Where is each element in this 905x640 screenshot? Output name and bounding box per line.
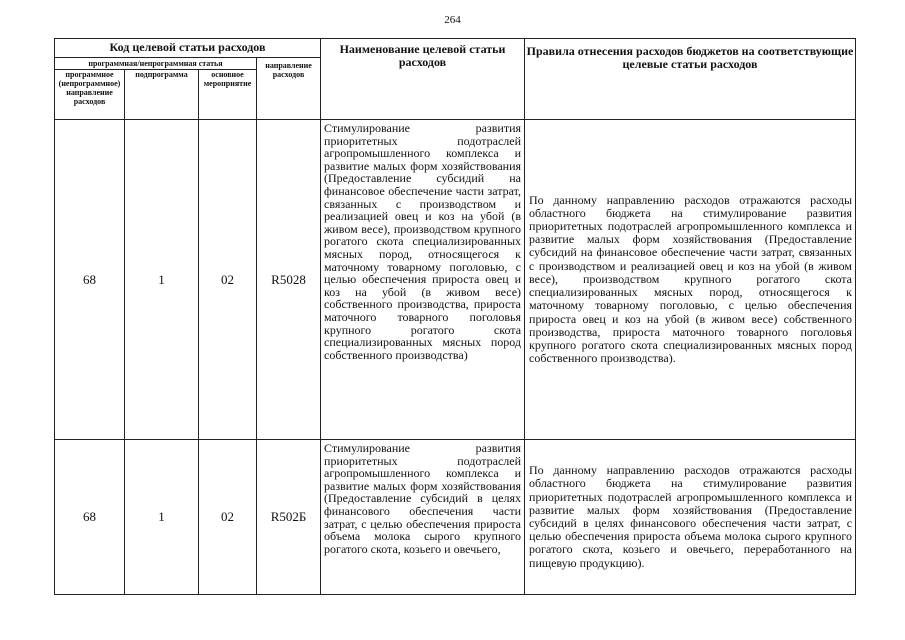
target-item-name-text: Стимулирование развития приоритетных подотраслей агропромышленного комплекса и развитие малых форм хозяйствования (Предоставление субсидий в целях финансового обеспечения части затрат, с целью обеспечения прироста объема молока сырого крупного рогатого скота, козьего и овечьего, bbox=[324, 441, 522, 556]
table-row bbox=[55, 120, 856, 440]
rules-column-header: Правила отнесения расходов бюджетов на соответствующие целевые статьи расходов bbox=[525, 39, 856, 120]
subprogram-code-cell: 1 bbox=[125, 120, 199, 440]
main-activity-code-cell: 02 bbox=[199, 120, 257, 440]
program-code-cell: 68 bbox=[55, 120, 125, 440]
direction-column-header: направление расходов bbox=[257, 58, 321, 120]
subprogram-code-cell: 1 bbox=[125, 440, 199, 595]
program-code-cell: 68 bbox=[55, 440, 125, 595]
page-number: 264 bbox=[444, 14, 461, 26]
target-item-name-cell: Стимулирование развития приоритетных подотраслей агропромышленного комплекса и развитие малых форм хозяйствования (Предоставление субсидий на финансовое обеспечение части затрат, связанных с производством и реализацией овец и коз на убой (в живом весе), производством крупного рогатого скота специализированных мясных пород, относящегося к маточному товарному поголовью, с целью обеспечения прироста овец и коз на убой (в живом весе) собственного производства, прироста маточного товарного поголовья крупного рогатого скота специализированных мясных пород собственного производства) bbox=[321, 120, 525, 440]
main-activity-code-cell: 02 bbox=[199, 440, 257, 595]
subprogram-column-header: подпрограмма bbox=[125, 70, 199, 120]
table-row bbox=[55, 440, 856, 595]
code-group-header: Код целевой статьи расходов bbox=[55, 39, 321, 58]
direction-code-cell: R502Б bbox=[257, 440, 321, 595]
target-item-name-cell bbox=[321, 440, 525, 595]
program-group-header: программная/непрограммная статья bbox=[55, 58, 257, 70]
main-activity-column-header: основное мероприятие bbox=[199, 70, 257, 120]
name-column-header: Наименование целевой статьи расходов bbox=[321, 39, 525, 120]
rule-text-cell: По данному направлению расходов отражаются расходы областного бюджета на стимулирование развития приоритетных подотраслей агропромышленного комплекса и развитие малых форм хозяйствования (Предоставление субсидий на финансовое обеспечение части затрат, связанных с производством и реализацией овец и коз на убой (в живом весе), производством крупного рогатого скота специализированных мясных пород, относящегося к маточному товарному поголовью, с целью обеспечения прироста овец и коз на убой (в живом весе) собственного производства, прироста маточного товарного поголовья крупного рогатого скота специализированных мясных пород собственного производства). bbox=[525, 120, 856, 440]
rule-text-cell: По данному направлению расходов отражаются расходы областного бюджета на стимулирование развития приоритетных подотраслей агропромышленного комплекса и развитие малых форм хозяйствования (Предоставление субсидий в целях финансового обеспечения части затрат, с целью обеспечения прироста объема молока сырого крупного рогатого скота, козьего и овечьего, переработанного на пищевую продукцию). bbox=[525, 440, 856, 595]
program-column-header: программное (непрограммное) направление расходов bbox=[55, 70, 125, 120]
budget-codes-table bbox=[54, 38, 856, 595]
direction-code-cell: R5028 bbox=[257, 120, 321, 440]
